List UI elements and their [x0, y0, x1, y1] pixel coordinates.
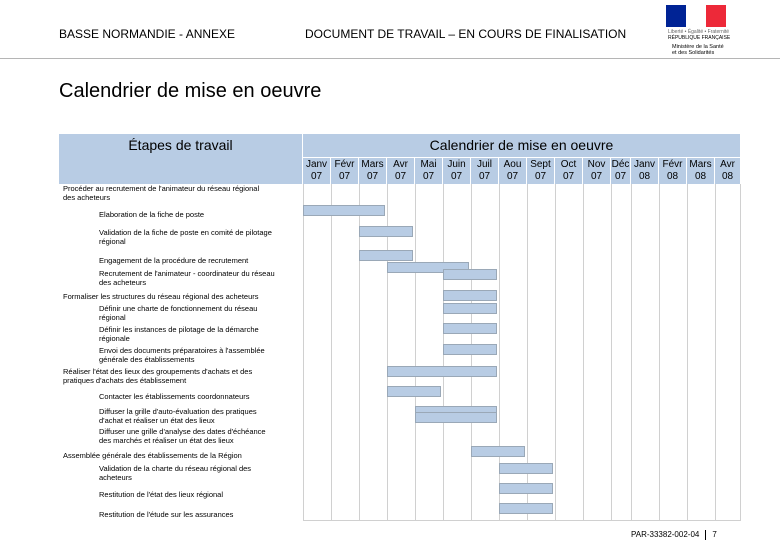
month-year: 07 — [450, 171, 463, 182]
month-header — [499, 158, 526, 184]
month-name: Nov — [587, 159, 606, 170]
month-name: Mars — [361, 159, 384, 170]
task-group-label: Formaliser les structures du réseau régional des acheteurs — [63, 292, 259, 301]
subtask-label: Diffuser une grille d'analyse des dates d'échéance des marchés et réaliser un état des lieux — [99, 427, 266, 445]
month-year: 07 — [338, 171, 351, 182]
footer-reference: PAR-33382-002-04 — [631, 530, 700, 540]
logo-republique: RÉPUBLIQUE FRANÇAISE — [668, 35, 731, 41]
month-name: Janv — [633, 159, 656, 170]
subtask-label: Définir les instances de pilotage de la démarche régionale — [99, 325, 259, 343]
gantt-bar — [359, 250, 413, 261]
month-name: Févr — [334, 159, 355, 170]
month-header — [687, 158, 714, 184]
republique-logo — [666, 5, 731, 59]
grid-bottom-line — [303, 520, 740, 521]
month-header — [303, 158, 330, 184]
month-name: Oct — [560, 159, 577, 170]
month-header — [583, 158, 610, 184]
logo-ministry: Ministère de la Santé — [672, 44, 724, 50]
month-name: Mars — [689, 159, 712, 170]
gantt-bar — [387, 366, 497, 377]
month-header — [443, 158, 470, 184]
gantt-bar — [443, 323, 497, 334]
gantt-bar — [443, 303, 497, 314]
month-header — [415, 158, 442, 184]
grid-line — [659, 184, 660, 521]
month-name: Déc — [611, 159, 630, 170]
month-year: 07 — [310, 171, 323, 182]
grid-line — [715, 184, 716, 521]
month-header — [659, 158, 686, 184]
gantt-bar — [303, 205, 385, 216]
logo-ministry-suffix: et des Solidarités — [672, 50, 715, 56]
month-name: Aou — [503, 159, 522, 170]
month-name: Avr — [720, 159, 735, 170]
month-header — [471, 158, 498, 184]
footer — [631, 530, 717, 540]
grid-line — [631, 184, 632, 521]
subtask-label: Validation de la fiche de poste en comité de pilotage régional — [99, 228, 272, 246]
subtask-label: Elaboration de la fiche de poste — [99, 210, 205, 219]
page-title: Calendrier de mise en oeuvre — [59, 80, 322, 102]
subtask-label: Recrutement de l'animateur - coordinateur du réseau des acheteurs — [99, 269, 275, 287]
gantt-bar — [499, 463, 553, 474]
subtask-label: Restitution de l'état des lieux régional — [99, 490, 224, 499]
gantt-bar — [415, 412, 497, 423]
grid-line — [331, 184, 332, 521]
grid-line — [687, 184, 688, 521]
month-year: 07 — [394, 171, 407, 182]
grid-line — [303, 184, 304, 521]
gantt-bar — [499, 483, 553, 494]
footer-separator — [705, 530, 706, 540]
header-divider — [0, 58, 780, 59]
month-year: 07 — [506, 171, 519, 182]
task-group-label: Procéder au recrutement de l'animateur du réseau régional des acheteurs — [63, 184, 260, 202]
month-year: 07 — [562, 171, 575, 182]
grid-line — [740, 184, 741, 521]
grid-line — [415, 184, 416, 521]
gantt-bar — [443, 269, 497, 280]
month-name: Avr — [393, 159, 408, 170]
month-header — [359, 158, 386, 184]
month-header — [527, 158, 554, 184]
month-header — [631, 158, 658, 184]
gantt-bar — [443, 344, 497, 355]
month-name: Sept — [530, 159, 551, 170]
subtask-label: Engagement de la procédure de recrutement — [99, 256, 249, 265]
french-flag-icon — [666, 5, 726, 27]
month-year: 08 — [638, 171, 651, 182]
month-name: Mai — [420, 159, 437, 170]
month-header — [387, 158, 414, 184]
month-header — [555, 158, 582, 184]
subtask-label: Définir une charte de fonctionnement du réseau régional — [99, 304, 258, 322]
grid-line — [555, 184, 556, 521]
subtask-label: Envoi des documents préparatoires à l'assemblée générale des établissements — [99, 346, 265, 364]
logo-motto: Liberté • Égalité • Fraternité — [668, 29, 730, 35]
month-year: 08 — [694, 171, 707, 182]
gantt-bar — [387, 386, 441, 397]
gantt-bar — [499, 503, 553, 514]
header-left-title: BASSE NORMANDIE - ANNEXE — [59, 27, 236, 41]
gantt-bar — [471, 446, 525, 457]
month-year: 08 — [666, 171, 679, 182]
month-header — [331, 158, 358, 184]
month-name: Juin — [447, 159, 466, 170]
grid-line — [583, 184, 584, 521]
subtask-label: Restitution de l'étude sur les assurances — [99, 510, 234, 519]
page-number: 7 — [712, 530, 717, 540]
month-year: 07 — [590, 171, 603, 182]
grid-line — [611, 184, 612, 521]
month-year: 07 — [422, 171, 435, 182]
month-year: 08 — [721, 171, 734, 182]
month-name: Janv — [305, 159, 328, 170]
task-group-label: Réaliser l'état des lieux des groupements d'achats et des pratiques d'achats des établissement — [63, 367, 253, 385]
month-header — [715, 158, 740, 184]
month-name: Févr — [662, 159, 683, 170]
gantt-bar — [443, 290, 497, 301]
month-header — [611, 158, 630, 184]
calendar-column-header — [303, 134, 740, 157]
month-year: 07 — [366, 171, 379, 182]
steps-header-label: Étapes de travail — [128, 137, 233, 153]
month-year: 07 — [534, 171, 547, 182]
task-group-label: Assemblée générale des établissements de la Région — [63, 451, 242, 460]
month-year: 07 — [478, 171, 491, 182]
calendar-header-label: Calendrier de mise en oeuvre — [429, 137, 614, 153]
month-name: Juil — [476, 159, 492, 170]
gantt-bar — [359, 226, 413, 237]
subtask-label: Validation de la charte du réseau régional des acheteurs — [99, 464, 252, 482]
subtask-label: Diffuser la grille d'auto-évaluation des pratiques d'achat et réaliser un état des lieux — [99, 407, 257, 425]
month-year: 07 — [614, 171, 627, 182]
subtask-label: Contacter les établissements coordonnateurs — [99, 392, 250, 401]
steps-column-header — [59, 134, 302, 184]
header-document-status: DOCUMENT DE TRAVAIL – EN COURS DE FINALISATION — [305, 27, 627, 41]
